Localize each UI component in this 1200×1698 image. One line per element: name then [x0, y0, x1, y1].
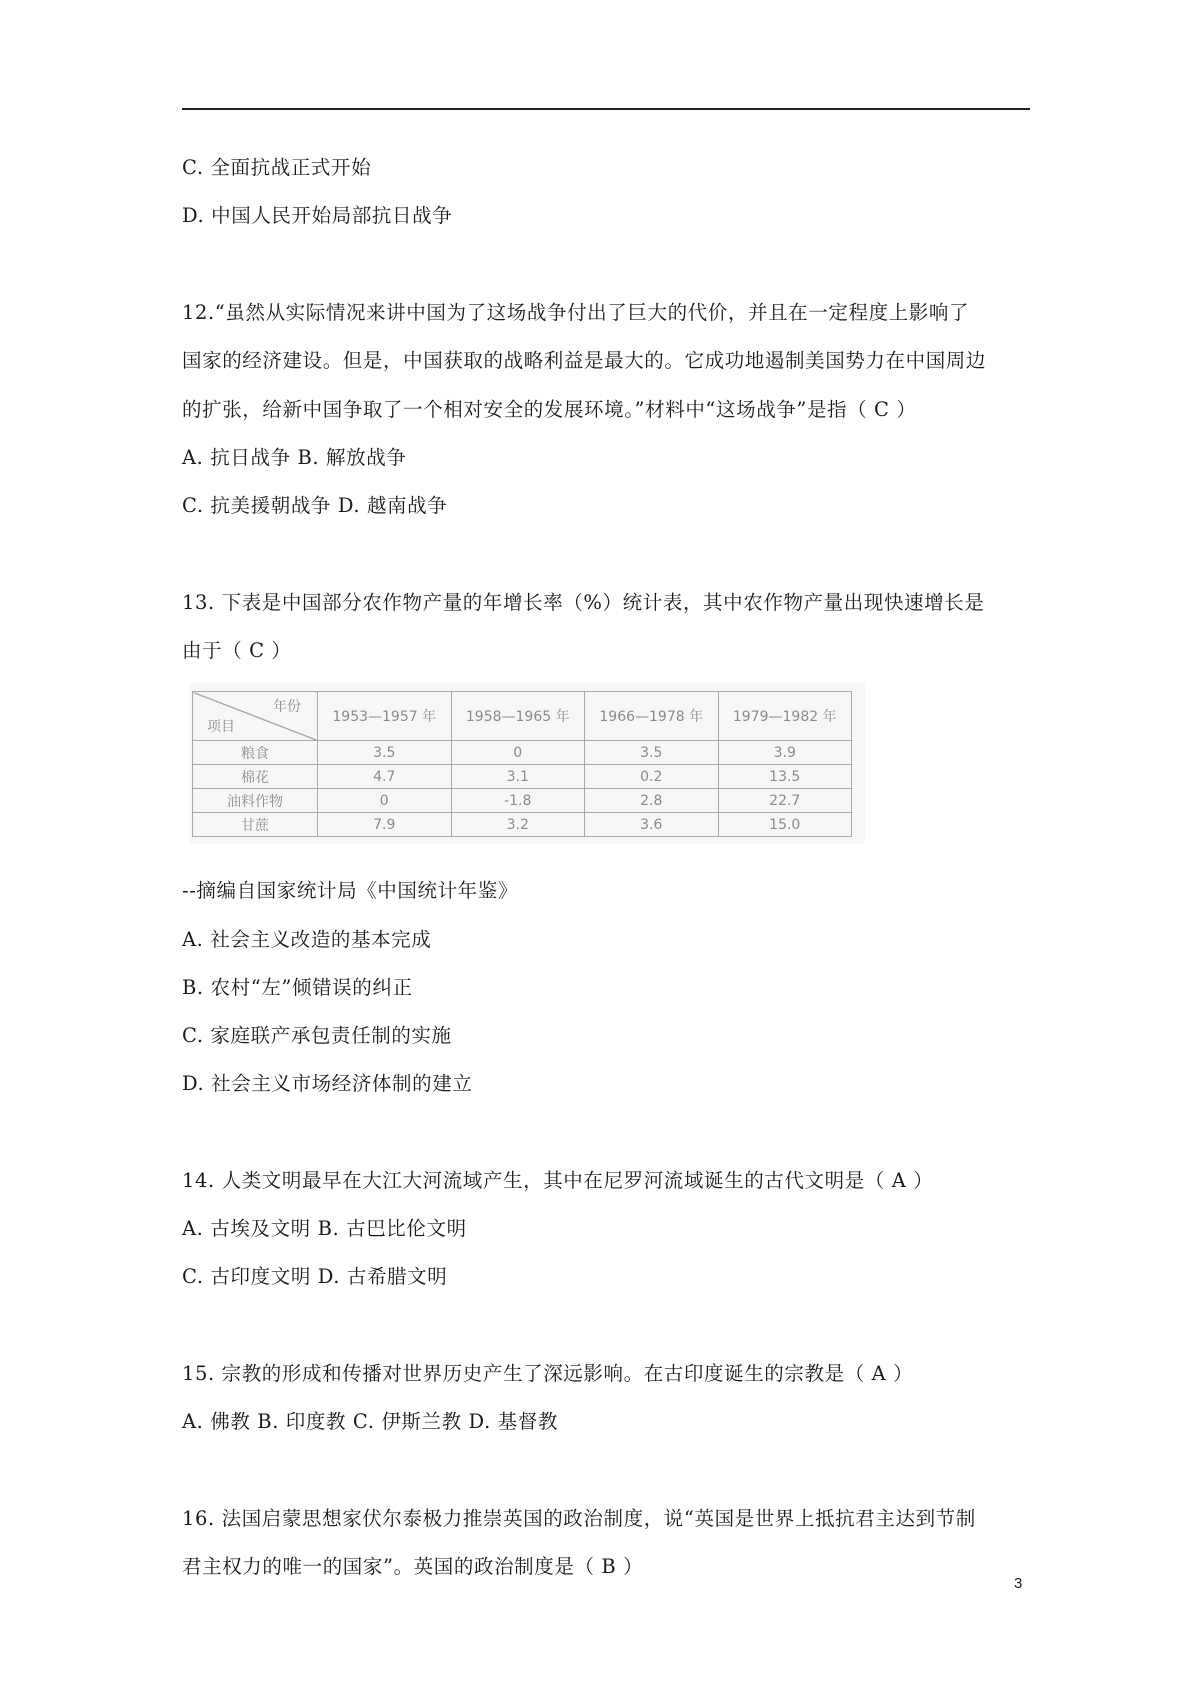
row-label: 甘蔗 [193, 813, 318, 837]
table-row [193, 789, 852, 813]
table-cell: 0 [318, 789, 452, 813]
text-line: D. 社会主义市场经济体制的建立 [182, 1072, 473, 1095]
text-line: C. 古印度文明 D. 古希腊文明 [182, 1265, 448, 1288]
text-line: B. 农村“左”倾错误的纠正 [182, 976, 413, 999]
column-header: 1953—1957 年 [318, 692, 452, 741]
text-line: 君主权力的唯一的国家”。英国的政治制度是（ B ） [182, 1555, 644, 1578]
page-number: 3 [1014, 1575, 1023, 1592]
text-line: 13. 下表是中国部分农作物产量的年增长率（%）统计表，其中农作物产量出现快速增长是 [182, 591, 985, 614]
text-line: C. 全面抗战正式开始 [182, 156, 372, 179]
table-cell: 4.7 [318, 765, 452, 789]
table-row [193, 741, 852, 765]
row-label: 油料作物 [193, 789, 318, 813]
text-line: C. 抗美援朝战争 D. 越南战争 [182, 494, 448, 517]
text-line: 12.“虽然从实际情况来讲中国为了这场战争付出了巨大的代价，并且在一定程度上影响了 [182, 301, 970, 324]
corner-label-item: 项目 [207, 719, 235, 735]
text-line: A. 古埃及文明 B. 古巴比伦文明 [182, 1217, 467, 1240]
text-line: A. 社会主义改造的基本完成 [182, 928, 432, 951]
row-label: 棉花 [193, 765, 318, 789]
text-line: 由于（ C ） [182, 639, 292, 662]
table-cell: 15.0 [718, 813, 852, 837]
column-header: 1979—1982 年 [718, 692, 852, 741]
table-cell: 0.2 [585, 765, 719, 789]
table-cell: 3.1 [451, 765, 585, 789]
table-cell: 13.5 [718, 765, 852, 789]
table-cell: 3.5 [318, 741, 452, 765]
row-label: 粮食 [193, 741, 318, 765]
column-header: 1958—1965 年 [451, 692, 585, 741]
text-line: --摘编自国家统计局《中国统计年鉴》 [182, 879, 518, 902]
corner-label-year: 年份 [273, 699, 301, 715]
text-line: C. 家庭联产承包责任制的实施 [182, 1024, 452, 1047]
table-row [193, 765, 852, 789]
header-rule [182, 108, 1030, 110]
text-line: A. 抗日战争 B. 解放战争 [182, 446, 407, 469]
text-line: 国家的经济建设。但是，中国获取的战略利益是最大的。它成功地遏制美国势力在中国周边 [182, 349, 987, 372]
table-cell: 3.9 [718, 741, 852, 765]
text-line: 15. 宗教的形成和传播对世界历史产生了深远影响。在古印度诞生的宗教是（ A ） [182, 1362, 914, 1385]
table-cell: 0 [451, 741, 585, 765]
text-line: 的扩张，给新中国争取了一个相对安全的发展环境。”材料中“这场战争”是指（ C ） [182, 398, 917, 421]
table-cell: 2.8 [585, 789, 719, 813]
table-cell: 22.7 [718, 789, 852, 813]
table-cell: 3.2 [451, 813, 585, 837]
table-cell: 7.9 [318, 813, 452, 837]
text-line: A. 佛教 B. 印度教 C. 伊斯兰教 D. 基督教 [182, 1410, 558, 1433]
statistics-table-image [190, 683, 865, 844]
text-line: 16. 法国启蒙思想家伏尔泰极力推崇英国的政治制度，说“英国是世界上抵抗君主达到节制 [182, 1507, 976, 1530]
table-corner-cell [193, 692, 318, 741]
table-cell: -1.8 [451, 789, 585, 813]
table-row [193, 813, 852, 837]
table-cell: 3.6 [585, 813, 719, 837]
crop-growth-table [192, 691, 852, 837]
column-header: 1966—1978 年 [585, 692, 719, 741]
text-line: 14. 人类文明最早在大江大河流域产生，其中在尼罗河流域诞生的古代文明是（ A ） [182, 1169, 934, 1192]
text-line: D. 中国人民开始局部抗日战争 [182, 204, 453, 227]
table-cell: 3.5 [585, 741, 719, 765]
table-header-row [193, 692, 852, 741]
